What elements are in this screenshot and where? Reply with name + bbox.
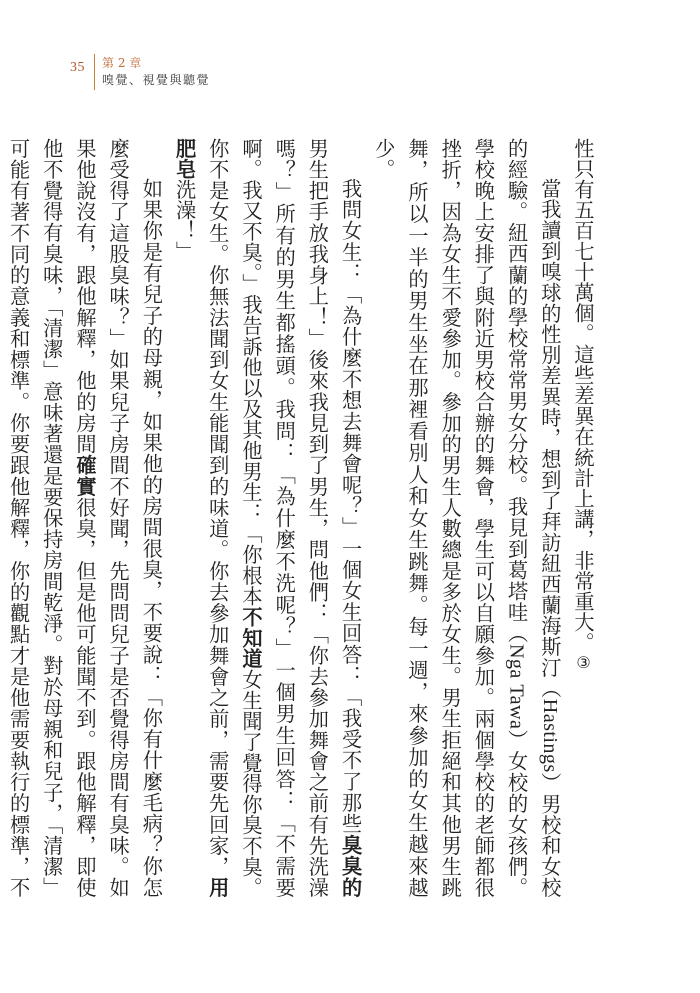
- text-run: 很臭，但是他可能聞不到。跟他解釋，即使他不覺得有臭味，「清潔」意味著還是要保持房間乾淨。對於母親和兒子，「清潔」可能有著不同的意義和標準。你要跟他解釋，你的觀點才是他需要執行的標準，不: [6, 138, 97, 899]
- header-divider: [94, 54, 95, 90]
- text-run: 男生把手放我身上！」後來我見到了男生，問他們：「你去參加舞會之前有先洗澡嗎？」所有的男生都搖頭。我問：「為什麼不洗呢？」一個男生回答：「不需要啊。我又不臭。」我告訴他以及其他男生：「你根本: [238, 138, 330, 898]
- text-run: ）女校的女孩們。學校晚上安排了與附近男校合辦的舞會，學生可以自願參加。兩個學校的老師都很挫折，因為女生不愛參加。參加的男生人數總是多於女生。男生拒絕和其他男生跳舞，所以一半的男生坐在那裡看別人和女生跳舞。每一週，來參加的女生越來越少。: [371, 138, 529, 899]
- bold-term: 用肥皂: [172, 138, 230, 898]
- text-run: 當我讀到嗅球的性別差異時，想到了拜訪紐西蘭海斯汀（: [537, 178, 562, 700]
- latin-term: Nga Tawa: [505, 643, 528, 730]
- paragraph-4: [0, 138, 167, 898]
- bold-term: 確實: [72, 454, 97, 498]
- page-number: 35: [70, 60, 85, 75]
- latin-term: Hastings: [538, 699, 561, 774]
- body-text: [6, 138, 600, 899]
- paragraph-3: [167, 138, 366, 898]
- paragraph-1: [566, 138, 600, 898]
- text-run: ）男校和女校的經驗。紐西蘭的學校常常男女分校。我見到葛塔哇（: [504, 138, 562, 898]
- bold-term: 不知道: [238, 606, 263, 670]
- text-run: 性只有五百七十萬個。這些差異在統計上講，非常重大。: [571, 138, 595, 653]
- endnote-marker: ③: [574, 653, 593, 673]
- chapter-subtitle: 嗅覺、視覺與聽覺: [102, 73, 211, 87]
- text-run: 女生聞了覺得你臭不臭。你不是女生。你無法聞到女生能聞到的味道。你去參加舞會之前，需要先回家，: [205, 138, 263, 898]
- text-run: 我問女生：「為什麼不想去舞會呢？」一個女生回答：「我受不了那些: [338, 178, 363, 836]
- text-run: 如果你是有兒子的母親，如果他的房間很臭，不要說：「你有什麼毛病？你怎麼受得了這股臭味？」如果兒子房間不好聞，先問問兒子是否覺得房間有臭味。如果他說沒有，跟他解釋，他的房間: [72, 138, 164, 898]
- chapter-label: 第 2 章: [102, 56, 142, 70]
- bold-term: 臭臭的: [338, 835, 363, 898]
- text-run: 洗澡！」: [172, 179, 197, 262]
- paragraph-2: [367, 138, 566, 898]
